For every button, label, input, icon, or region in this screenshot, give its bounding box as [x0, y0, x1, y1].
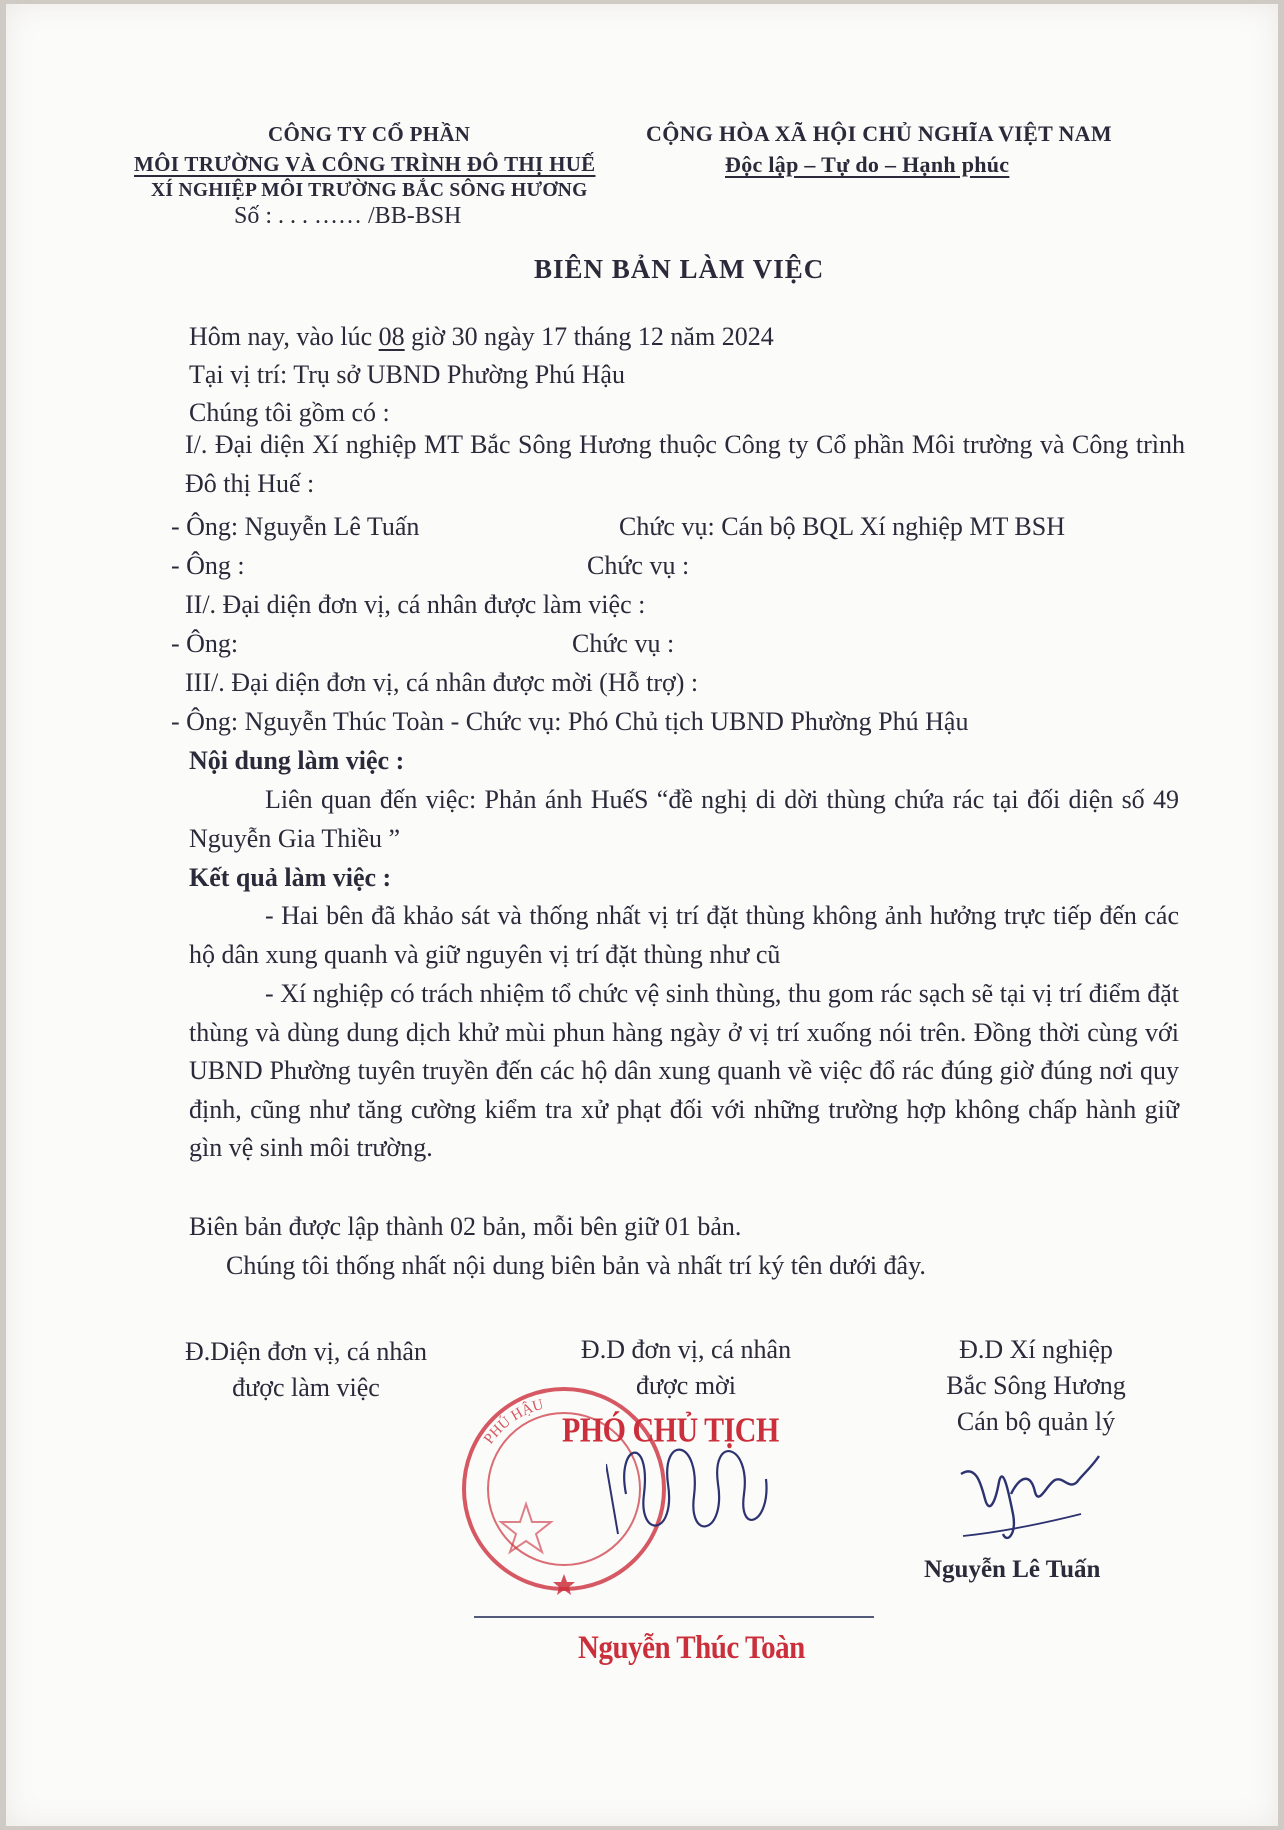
- time-prefix: Hôm nay, vào lúc: [189, 322, 379, 351]
- signature-left-line2: được làm việc: [232, 1373, 380, 1402]
- result-item-1: - Hai bên đã khảo sát và thống nhất vị trí đặt thùng không ảnh hưởng trực tiếp đến các hộ dân xung quanh và giữ nguyên vị trí đặt thùng như cũ: [189, 901, 1179, 969]
- section2-person-role: Chức vụ :: [572, 629, 675, 658]
- signature-middle-mark-icon: [606, 1424, 806, 1544]
- signature-right-line2: Bắc Sông Hương: [946, 1371, 1126, 1400]
- signature-middle-name: Nguyễn Thúc Toàn: [578, 1630, 805, 1666]
- content-text: Liên quan đến việc: Phản ánh HuếS “đề nghị di dời thùng chứa rác tại đối diện số 49 Nguyễn Gia Thiều ”: [189, 785, 1179, 853]
- company-name-line1: CÔNG TY CỔ PHẦN: [268, 122, 471, 146]
- signature-middle-line2: được mời: [635, 1371, 737, 1400]
- result-heading: Kết quả làm việc :: [189, 863, 392, 892]
- signature-right-mark-icon: [951, 1444, 1111, 1554]
- signature-middle-line1: Đ.D đơn vị, cá nhân: [580, 1335, 792, 1364]
- signature-right-line1: Đ.D Xí nghiệp: [959, 1335, 1113, 1364]
- section1-person1-role: Chức vụ: Cán bộ BQL Xí nghiệp MT BSH: [619, 512, 1065, 541]
- agreement-note: Chúng tôi thống nhất nội dung biên bản và nhất trí ký tên dưới đây.: [226, 1251, 926, 1280]
- national-motto: Độc lập – Tự do – Hạnh phúc: [725, 152, 1010, 177]
- document-title: BIÊN BẢN LÀM VIỆC: [534, 254, 825, 284]
- signature-right-line3: Cán bộ quản lý: [956, 1407, 1116, 1436]
- stamp-title: PHÓ CHỦ TỊCH: [562, 1411, 779, 1450]
- section1-person2-role: Chức vụ :: [587, 551, 690, 580]
- content-heading: Nội dung làm việc :: [189, 746, 405, 775]
- signature-left-line1: Đ.Diện đơn vị, cá nhân: [185, 1337, 427, 1366]
- section1-heading: I/. Đại diện Xí nghiệp MT Bắc Sông Hương thuộc Công ty Cổ phần Môi trường và Công trình Đô thị Huế :: [185, 430, 1185, 498]
- section2-heading: II/. Đại diện đơn vị, cá nhân được làm việc :: [185, 590, 646, 619]
- signature-block-right: [886, 1332, 1186, 1440]
- country-name: CỘNG HÒA XÃ HỘI CHỦ NGHĨA VIỆT NAM: [646, 121, 1112, 146]
- section1-person2-name: - Ông :: [171, 551, 245, 580]
- copies-note: Biên bản được lập thành 02 bản, mỗi bên giữ 01 bản.: [189, 1212, 742, 1241]
- time-suffix: giờ 30 ngày 17 tháng 12 năm 2024: [404, 322, 774, 351]
- document-number: Số : . . . …… /BB-BSH: [234, 203, 462, 229]
- members-intro: Chúng tôi gồm có :: [189, 398, 390, 427]
- signature-middle-divider: [474, 1616, 874, 1618]
- unit-name: XÍ NGHIỆP MÔI TRƯỜNG BẮC SÔNG HƯƠNG: [151, 180, 588, 201]
- meeting-location: Tại vị trí: Trụ sở UBND Phường Phú Hậu: [189, 360, 625, 389]
- meeting-time: [189, 318, 774, 356]
- signature-block-left: [156, 1334, 456, 1406]
- result-item-2: - Xí nghiệp có trách nhiệm tổ chức vệ sinh thùng, thu gom rác sạch sẽ tại vị trí điểm đặt thùng và dùng dung dịch khử mùi phun hàng ngày ở vị trí xuống nói trên. Đồng thời cùng với UBND Phường tuyên truyền đến các hộ dân xung quanh về việc đổ rác đúng giờ đúng nơi quy định, cũng như tăng cường kiểm tra xử phạt đối với những trường hợp không chấp hành giữ gìn vệ sinh môi trường.: [189, 979, 1179, 1162]
- section3-person: - Ông: Nguyễn Thúc Toàn - Chức vụ: Phó Chủ tịch UBND Phường Phú Hậu: [171, 707, 969, 736]
- section3-heading: III/. Đại diện đơn vị, cá nhân được mời (Hỗ trợ) :: [185, 668, 699, 697]
- section2-person-name: - Ông:: [171, 629, 239, 658]
- company-name-line2: MÔI TRƯỜNG VÀ CÔNG TRÌNH ĐÔ THỊ HUẾ: [134, 152, 596, 176]
- document-page: [6, 4, 1278, 1826]
- section1-person1-name: - Ông: Nguyễn Lê Tuấn: [171, 512, 420, 541]
- meeting-hour: 08: [378, 322, 405, 351]
- seal-arc-text: PHÚ HẬU: [481, 1396, 546, 1448]
- signature-right-name: Nguyễn Lê Tuấn: [924, 1556, 1101, 1583]
